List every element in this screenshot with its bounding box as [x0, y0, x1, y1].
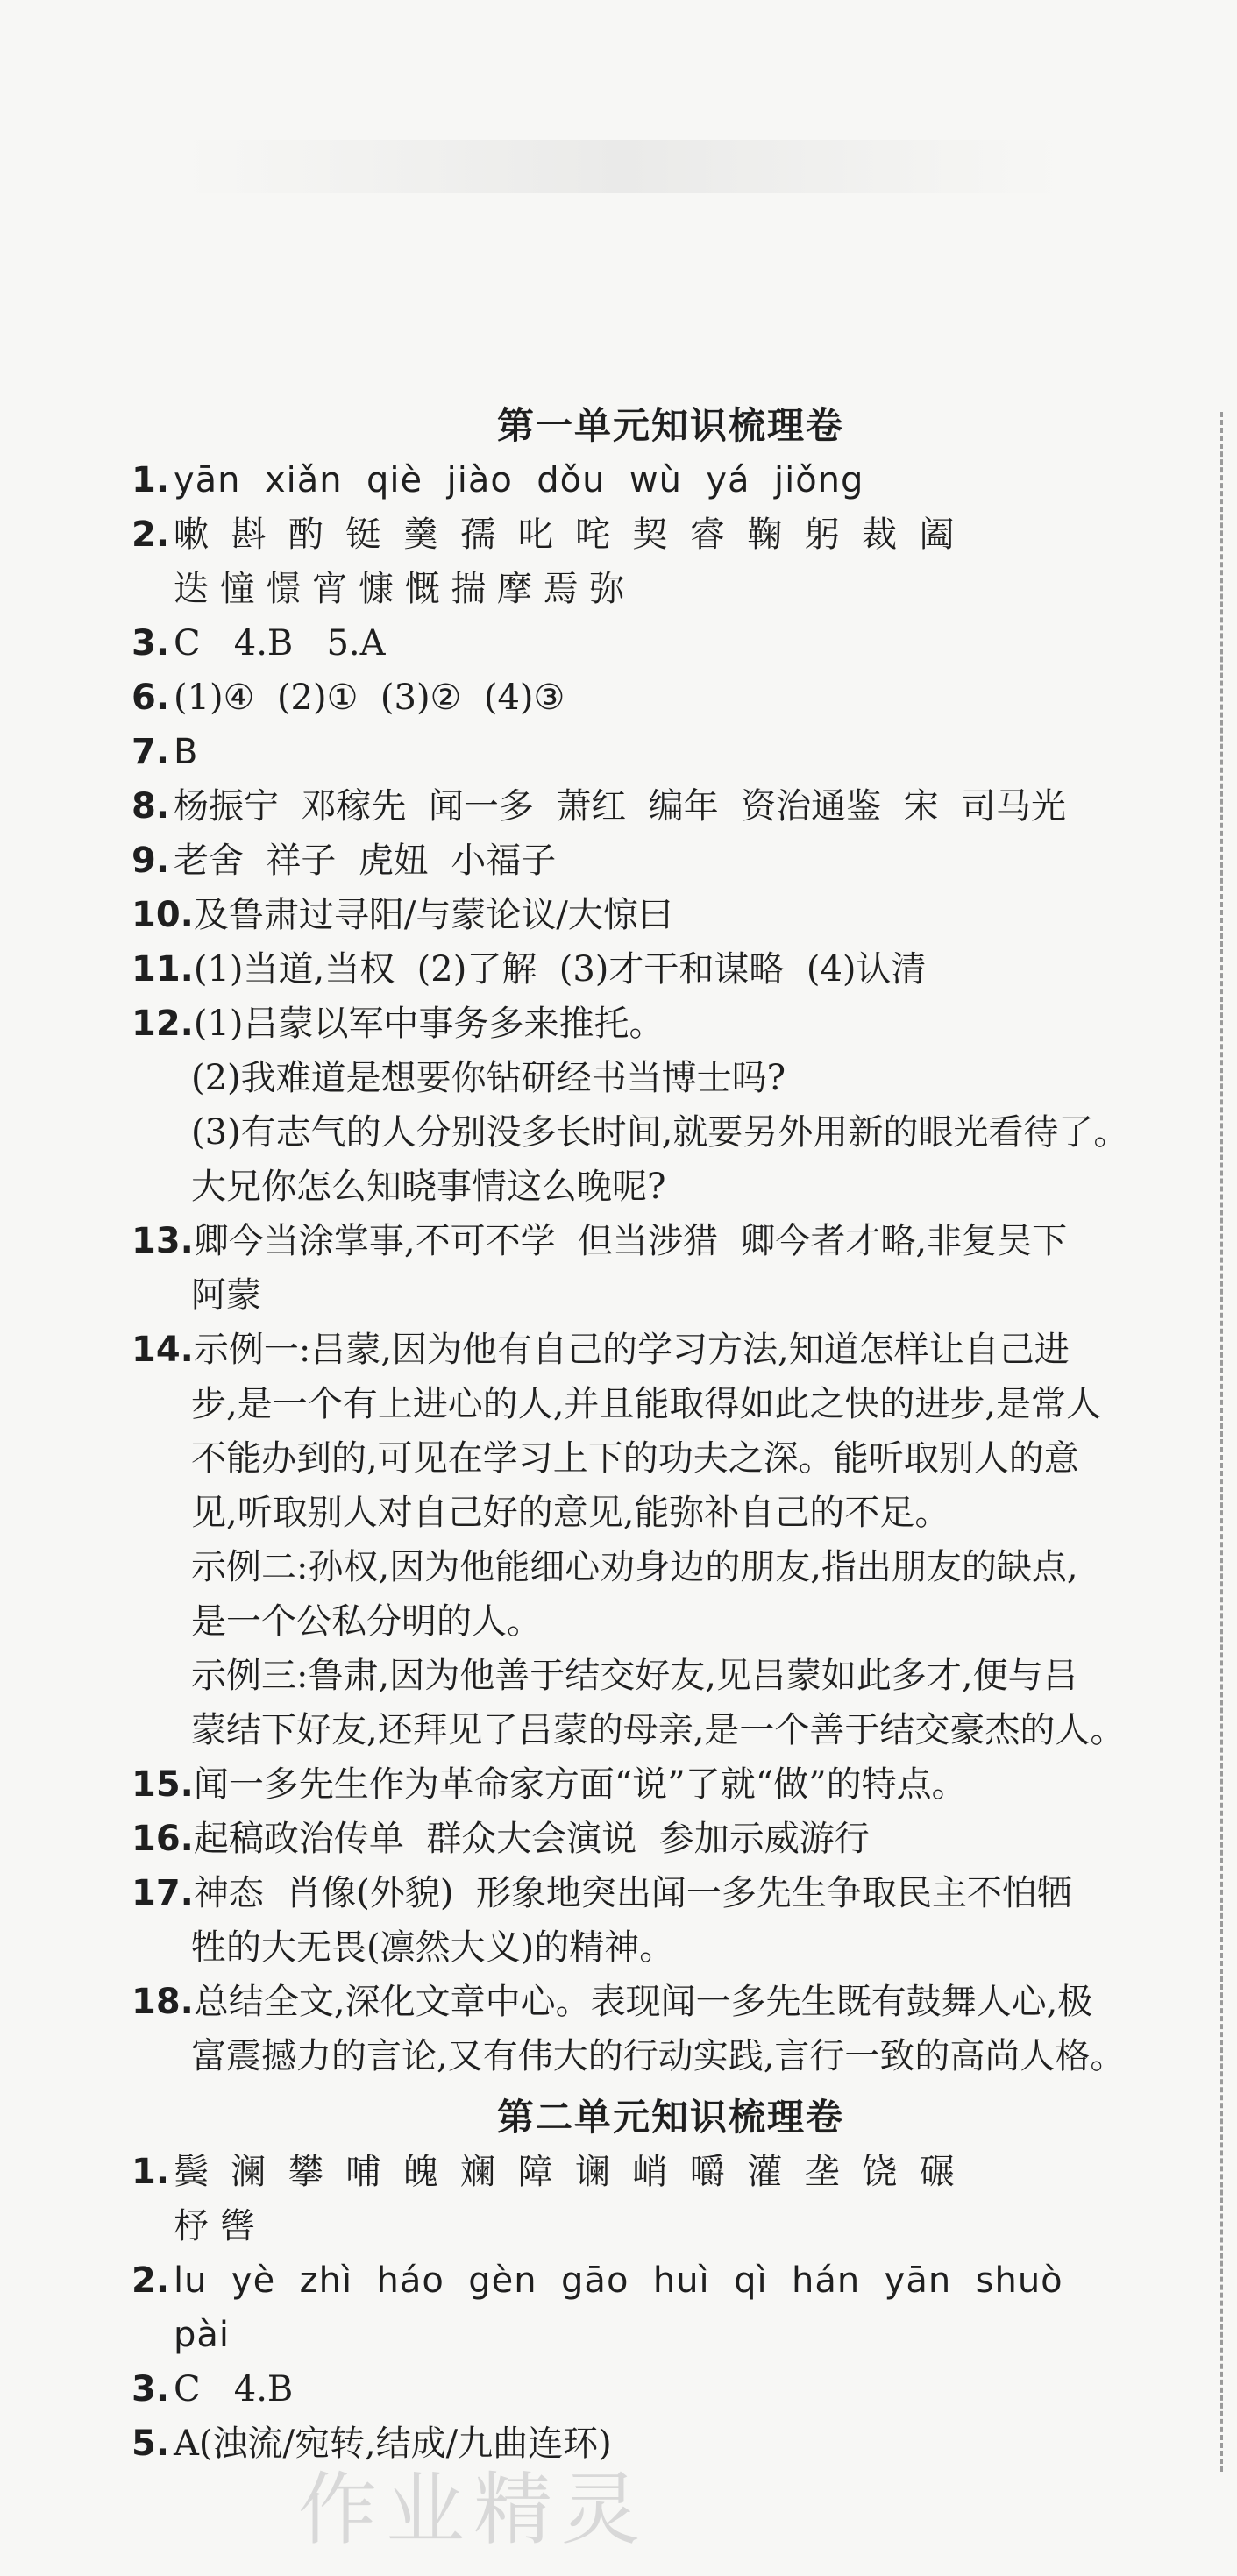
answer-item	[132, 2145, 1210, 2199]
section2-items	[132, 2145, 1210, 2471]
item-number: 1.	[132, 2152, 170, 2192]
item-continuation: 大兄你怎么知晓事情这么晚呢?	[191, 1167, 666, 1207]
item-number: 9.	[132, 841, 170, 881]
answer-item	[132, 1975, 1210, 2029]
item-text: C 4.B 5.A	[174, 623, 386, 664]
item-continuation: 不能办到的,可见在学习上下的功夫之深。能听取别人的意	[191, 1438, 1079, 1479]
answer-item	[132, 997, 1210, 1051]
section2-title: 第二单元知识梳理卷	[496, 2096, 844, 2139]
answer-item	[132, 834, 1210, 888]
item-number: 6.	[132, 678, 170, 718]
item-continuation: (2)我难道是想要你钻研经书当博士吗?	[191, 1058, 786, 1098]
item-text: A(浊流/宛转,结成/九曲连环)	[174, 2423, 612, 2464]
answer-content	[132, 399, 1210, 2471]
answer-item	[132, 1214, 1210, 1268]
item-text: 起稿政治传单 群众大会演说 参加示威游行	[193, 1819, 870, 1859]
item-text: 及鲁肃过寻阳/与蒙论议/大惊曰	[193, 895, 673, 935]
answer-item	[132, 1812, 1210, 1866]
item-text: lu yè zhì háo gèn gāo huì qì hán yān shuò	[174, 2260, 1063, 2301]
item-text: 卿今当涂掌事,不可不学 但当涉猎 卿今者才略,非复吴下	[193, 1221, 1068, 1261]
item-continuation: 示例三:鲁肃,因为他善于结交好友,见吕蒙如此多才,便与吕	[191, 1656, 1078, 1696]
answer-item	[132, 942, 1210, 997]
item-text: 杨振宁 邓稼先 闻一多 萧红 编年 资治通鉴 宋 司马光	[174, 786, 1067, 827]
item-text: (1)当道,当权 (2)了解 (3)才干和谋略 (4)认清	[193, 949, 927, 990]
item-text: 嗽 斟 酌 铤 羹 孺 叱 咤 契 睿 鞠 躬 裁 阖	[174, 514, 955, 555]
answer-item	[132, 1757, 1210, 1812]
item-text: 神态 肖像(外貌) 形象地突出闻一多先生争取民主不怕牺	[193, 1873, 1072, 1913]
item-text: 闻一多先生作为革命家方面“说”了就“做”的特点。	[193, 1764, 967, 1805]
item-number: 15.	[132, 1764, 194, 1805]
item-number: 13.	[132, 1221, 194, 1261]
answer-item	[132, 616, 1210, 671]
answer-item	[132, 779, 1210, 834]
item-number: 2.	[132, 2260, 170, 2301]
item-number: 11.	[132, 949, 194, 990]
item-continuation: 蒙结下好友,还拜见了吕蒙的母亲,是一个善于结交豪杰的人。	[191, 1710, 1126, 1750]
scan-smudge	[184, 140, 1061, 193]
item-continuation: 示例二:孙权,因为他能细心劝身边的朋友,指出朋友的缺点,	[191, 1547, 1078, 1587]
answer-item	[132, 725, 1210, 779]
item-continuation: 步,是一个有上进心的人,并且能取得如此之快的进步,是常人	[191, 1384, 1102, 1424]
item-text: (1)④ (2)① (3)② (4)③	[174, 678, 565, 718]
answer-item	[132, 2416, 1210, 2471]
watermark-logo: 作业精灵	[298, 2464, 649, 2556]
item-number: 16.	[132, 1819, 194, 1859]
item-continuation: 是一个公私分明的人。	[191, 1601, 542, 1642]
item-continuation: 阿蒙	[191, 1275, 261, 1316]
item-text: 鬓 澜 攀 哺 魄 斓 障 谰 峭 嚼 灌 垄 饶 碾	[174, 2152, 955, 2192]
section1-items	[132, 453, 1210, 2083]
item-number: 18.	[132, 1982, 194, 2022]
item-text: 老舍 祥子 虎妞 小福子	[174, 841, 557, 881]
answer-item	[132, 888, 1210, 942]
item-number: 10.	[132, 895, 194, 935]
answer-item	[132, 453, 1210, 507]
item-number: 2.	[132, 514, 170, 555]
item-number: 3.	[132, 2369, 170, 2409]
answer-item	[132, 507, 1210, 562]
item-continuation: (3)有志气的人分别没多长时间,就要另外用新的眼光看待了。	[191, 1112, 1129, 1153]
item-text: 总结全文,深化文章中心。表现闻一多先生既有鼓舞人心,极	[193, 1982, 1093, 2022]
answer-item	[132, 671, 1210, 725]
item-continuation: 迭 憧 憬 宵 慷 慨 揣 摩 焉 弥	[174, 569, 625, 609]
item-number: 8.	[132, 786, 170, 827]
item-number: 14.	[132, 1330, 194, 1370]
item-continuation: 杼 辔	[174, 2206, 255, 2246]
item-text: (1)吕蒙以军中事务多来推托。	[193, 1004, 665, 1044]
item-text: C 4.B	[174, 2369, 294, 2409]
item-continuation: 牲的大无畏(凛然大义)的精神。	[191, 1927, 675, 1968]
item-text: 示例一:吕蒙,因为他有自己的学习方法,知道怎样让自己进	[193, 1330, 1070, 1370]
item-number: 5.	[132, 2423, 170, 2464]
answer-item	[132, 2253, 1210, 2308]
item-number: 1.	[132, 460, 170, 500]
item-continuation: 见,听取别人对自己好的意见,能弥补自己的不足。	[191, 1493, 950, 1533]
answer-item	[132, 1323, 1210, 1377]
answer-item	[132, 2362, 1210, 2416]
item-number: 12.	[132, 1004, 194, 1044]
section1-title: 第一单元知识梳理卷	[496, 404, 844, 447]
item-number: 3.	[132, 623, 170, 664]
item-number: 7.	[132, 732, 170, 772]
item-continuation: pài	[174, 2315, 231, 2355]
answer-item	[132, 1866, 1210, 1920]
item-number: 17.	[132, 1873, 194, 1913]
cut-line	[1220, 412, 1223, 2472]
item-text: B	[174, 732, 199, 772]
item-text: yān xiǎn qiè jiào dǒu wù yá jiǒng	[174, 460, 864, 500]
item-continuation: 富震撼力的言论,又有伟大的行动实践,言行一致的高尚人格。	[191, 2036, 1126, 2076]
